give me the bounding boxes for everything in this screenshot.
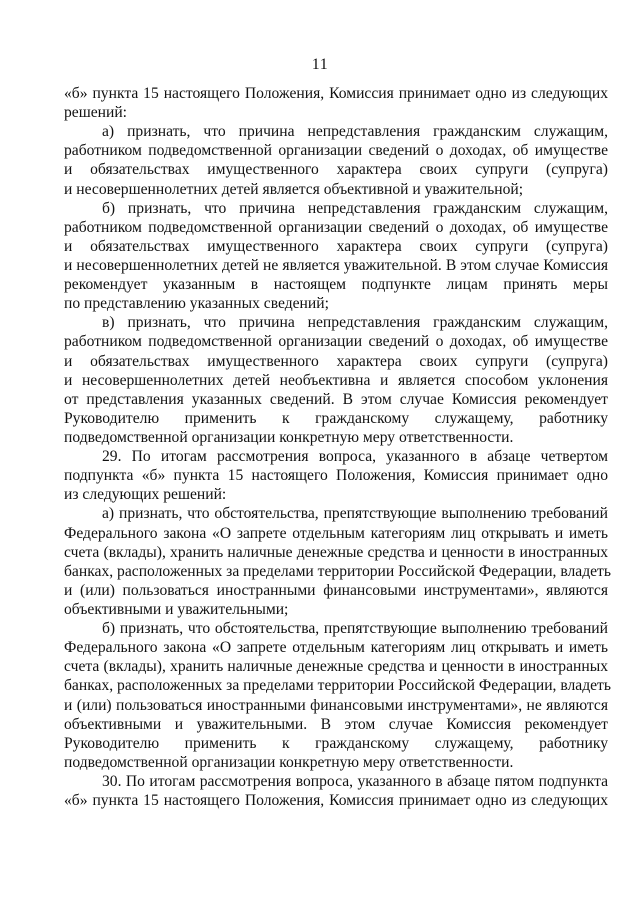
text-line: «б» пункта 15 настоящего Положения, Комиссия принимает одно из следующих [64,85,608,102]
text-line: подведомственной организации конкретную меру ответственности. [64,428,514,446]
text-line: 29. По итогам рассмотрения вопроса, указанного в абзаце четвертом [102,448,608,466]
text-line: и обязательствах имущественного характера своих супруги (супруга) [64,237,608,255]
text-line: в) признать, что причина непредставления гражданским служащим, [102,314,608,332]
text-line: от представления указанных сведений. В этом случае Комиссия рекомендует [64,390,608,408]
text-line: решений: [64,104,128,122]
text-line: подпункта «б» пункта 15 настоящего Положения, Комиссия принимает одно [64,467,608,485]
text-line: и (или) пользоваться иностранными финансовыми инструментами», не являются [64,696,608,714]
text-line: и несовершеннолетних детей является объективной и уважительной; [64,180,524,198]
text-line: и обязательствах имущественного характера своих супруги (супруга) [64,161,608,179]
text-line: объективными и уважительными. В этом случае Комиссия рекомендует [64,715,608,733]
text-line: и обязательствах имущественного характера своих супруги (супруга) [64,352,608,370]
text-line: по представлению указанных сведений; [64,295,329,313]
text-line: банках, расположенных за пределами территории Российской Федерации, владеть [64,677,611,695]
text-line: Федерального закона «О запрете отдельным категориям лиц открывать и иметь [64,524,608,542]
text-line: подведомственной организации конкретную меру ответственности. [64,753,514,771]
text-line: и (или) пользоваться иностранными финансовыми инструментами», являются [64,581,608,599]
text-line: Руководителю применить к гражданскому служащему, работнику [64,409,608,427]
text-line: работником подведомственной организации сведений о доходах, об имуществе [64,142,608,160]
text-line: счета (вклады), хранить наличные денежные средства и ценности в иностранных [64,543,608,561]
page-number: 11 [311,56,329,73]
text-line: банках, расположенных за пределами территории Российской Федерации, владеть [64,562,611,580]
text-line: Федерального закона «О запрете отдельным категориям лиц открывать и иметь [64,639,608,657]
text-line: и несовершеннолетних детей необъективна и является способом уклонения [64,371,608,389]
text-line: из следующих решений: [64,486,227,504]
text-line: б) признать, что обстоятельства, препятствующие выполнению требований [102,620,608,638]
text-line: рекомендует указанным в настоящем подпункте лицам принять меры [64,276,608,294]
text-line: «б» пункта 15 настоящего Положения, Комиссия принимает одно из следующих [64,792,608,810]
text-line: работником подведомственной организации сведений о доходах, об имуществе [64,218,608,236]
text-line: работником подведомственной организации сведений о доходах, об имуществе [64,333,608,351]
document-body-text [64,84,611,810]
text-line: и несовершеннолетних детей не является уважительной. В этом случае Комиссия [64,256,608,274]
text-line: б) признать, что причина непредставления гражданским служащим, [102,199,608,217]
text-line: объективными и уважительными; [64,600,289,618]
text-line: Руководителю применить к гражданскому служащему, работнику [64,734,608,752]
text-line: а) признать, что причина непредставления гражданским служащим, [102,123,608,141]
text-line: счета (вклады), хранить наличные денежные средства и ценности в иностранных [64,658,608,676]
text-line: а) признать, что обстоятельства, препятствующие выполнению требований [102,505,608,523]
text-line: 30. По итогам рассмотрения вопроса, указанного в абзаце пятом подпункта [102,772,608,790]
